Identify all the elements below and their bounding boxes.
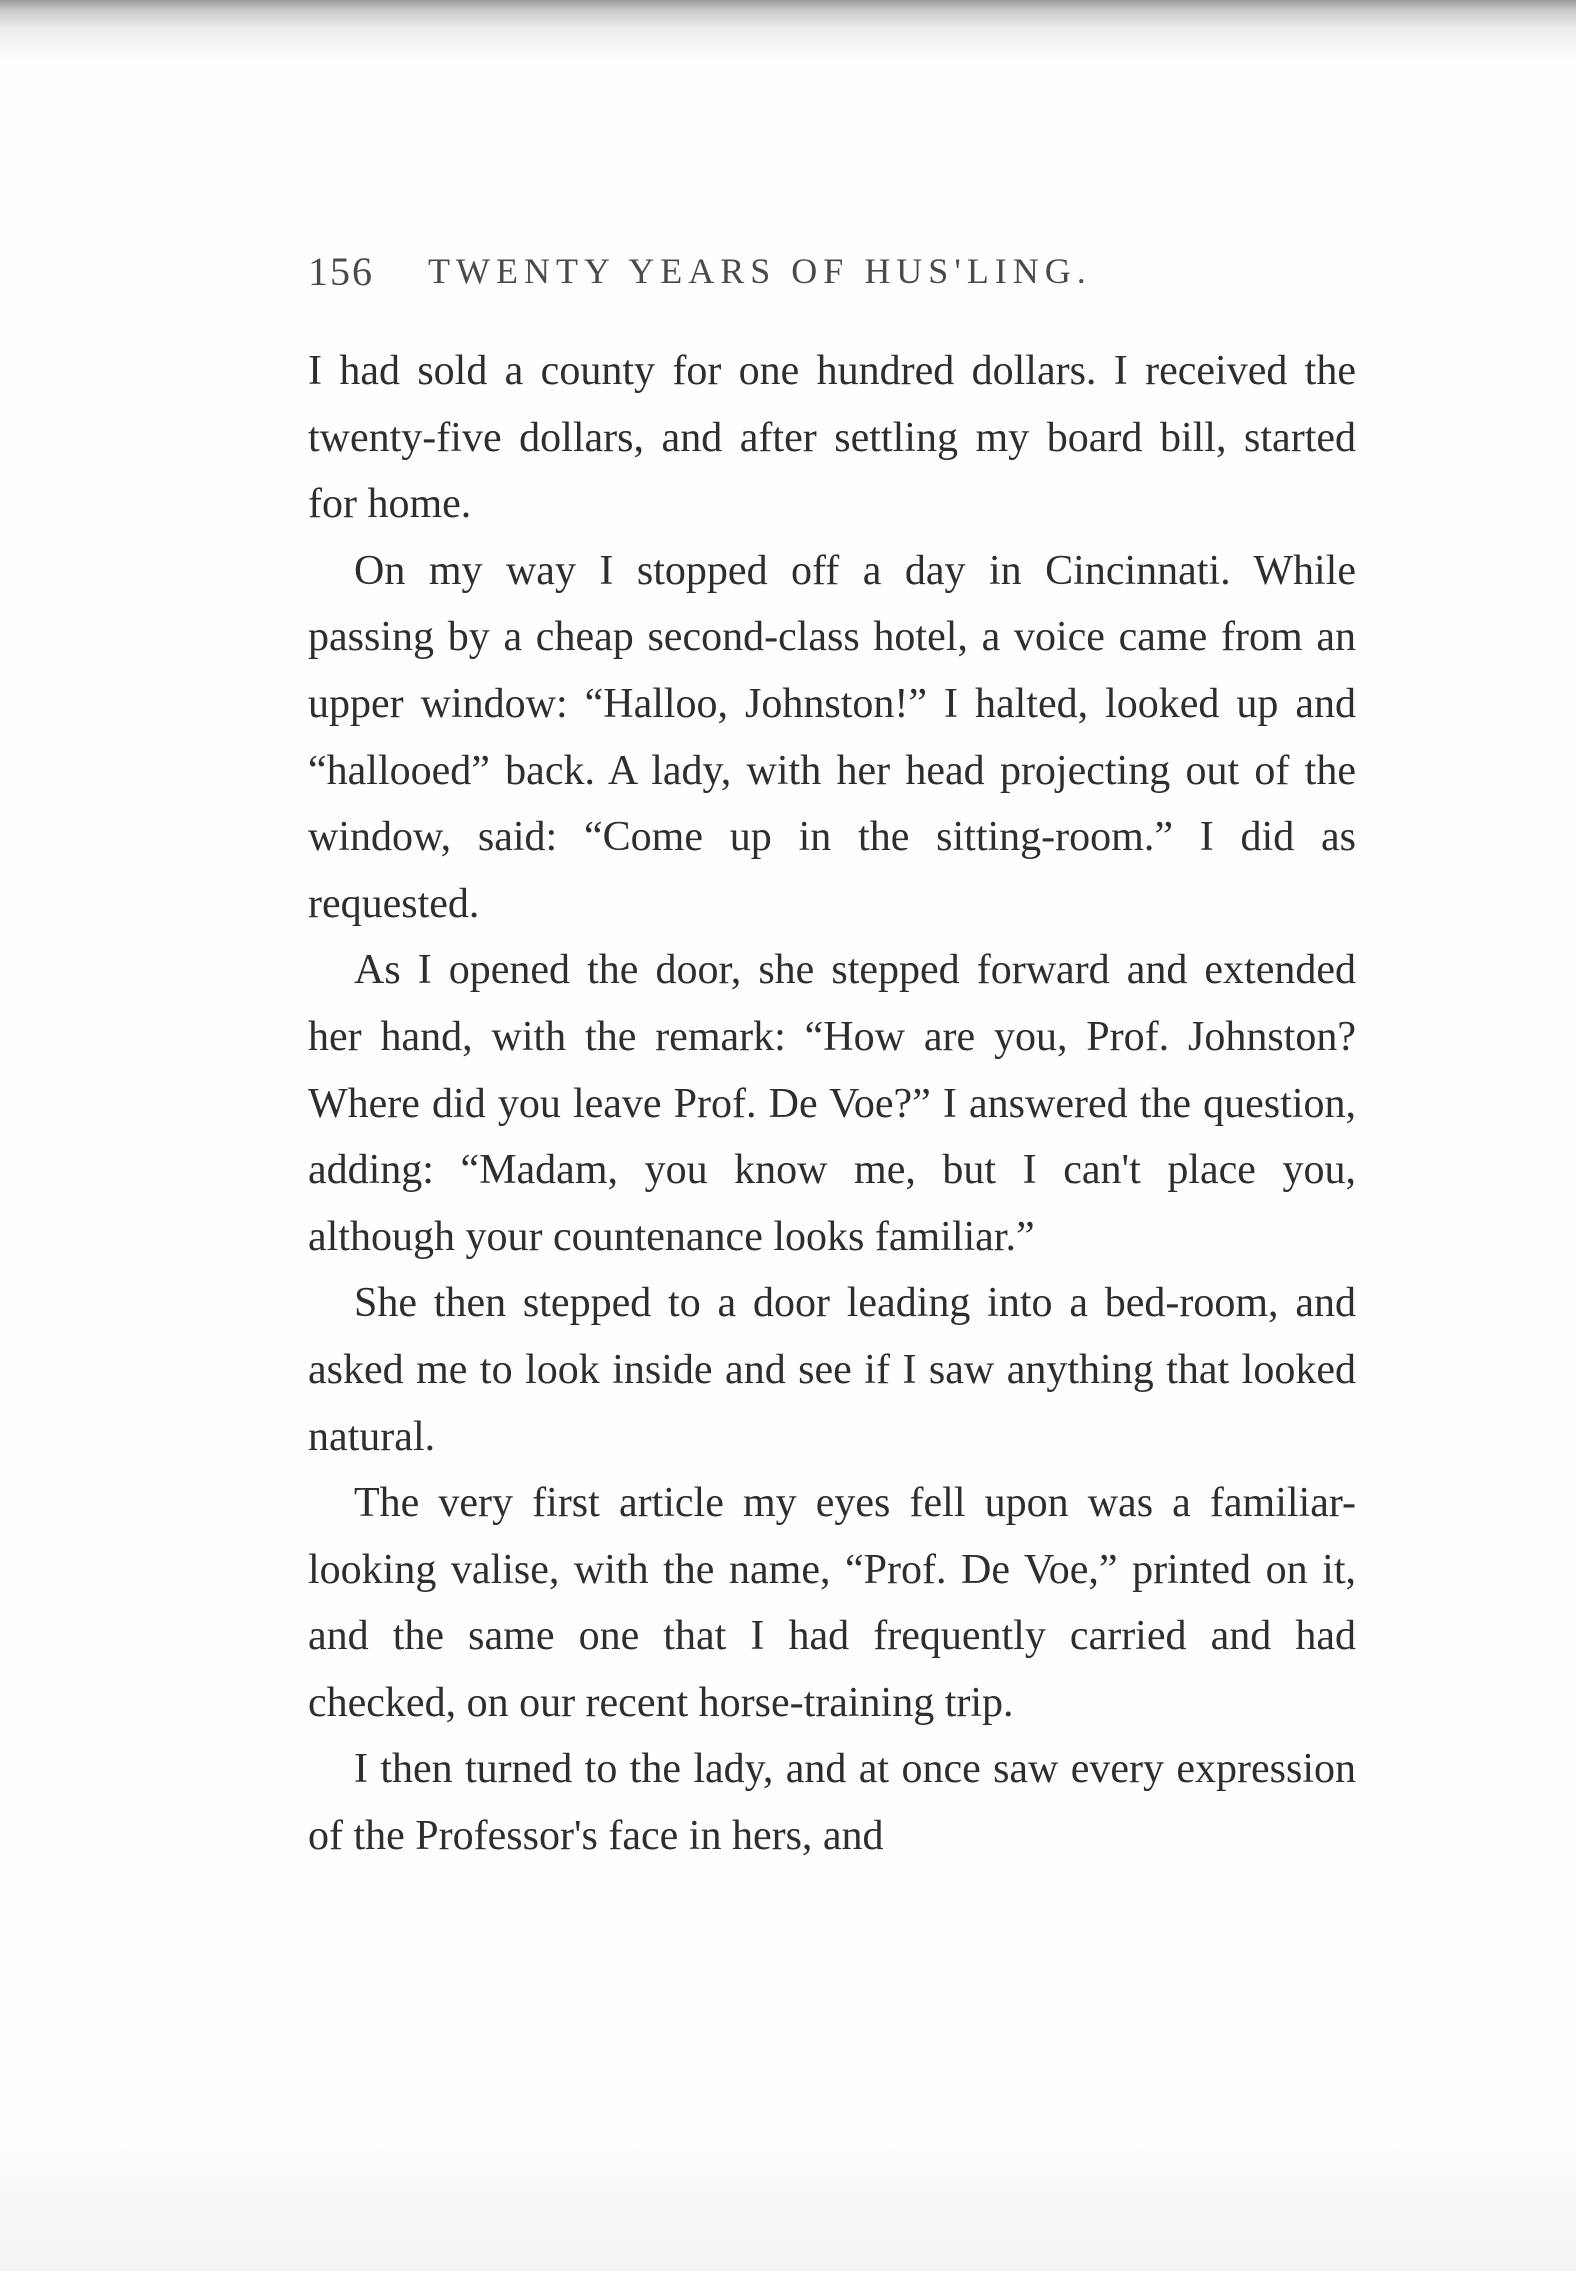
- scan-edge-shadow: [0, 0, 1576, 60]
- paragraph: I then turned to the lady, and at once saw every expression of the Professor's face in hers, and: [308, 1746, 1356, 1860]
- running-head: [308, 248, 1358, 308]
- paragraph: On my way I stopped off a day in Cincinnati. While passing by a cheap second-class hotel, a voice came from an upper window: “Halloo, Johnston!” I halted, looked up and “hallooed” back. A lady, with her head projecting out of the window, said: “Come up in the sitting-room.” I did as requested.: [308, 547, 1356, 927]
- paragraph: She then stepped to a door leading into a bed-room, and asked me to look inside and see if I saw anything that looked natural.: [308, 1280, 1356, 1460]
- running-head-title: TWENTY YEARS OF HUS'LING.: [428, 251, 1092, 291]
- body-text: [308, 338, 1356, 1870]
- paragraph: I had sold a county for one hundred dollars. I received the twenty-five dollars, and after settling my board bill, started for home.: [308, 348, 1356, 528]
- paragraph: The very first article my eyes fell upon was a familiar-looking valise, with the name, “Prof. De Voe,” printed on it, and the same one that I had frequently carried and had checked, on our recent horse-training trip.: [308, 1480, 1356, 1726]
- paragraph: As I opened the door, she stepped forward and extended her hand, with the remark: “How are you, Prof. Johnston? Where did you leave Prof. De Voe?” I answered the question, adding: “Madam, you know me, but I can't place you, although your countenance looks familiar.”: [308, 947, 1356, 1260]
- scan-bottom-edge: [0, 2131, 1576, 2271]
- page-number: 156: [308, 249, 374, 294]
